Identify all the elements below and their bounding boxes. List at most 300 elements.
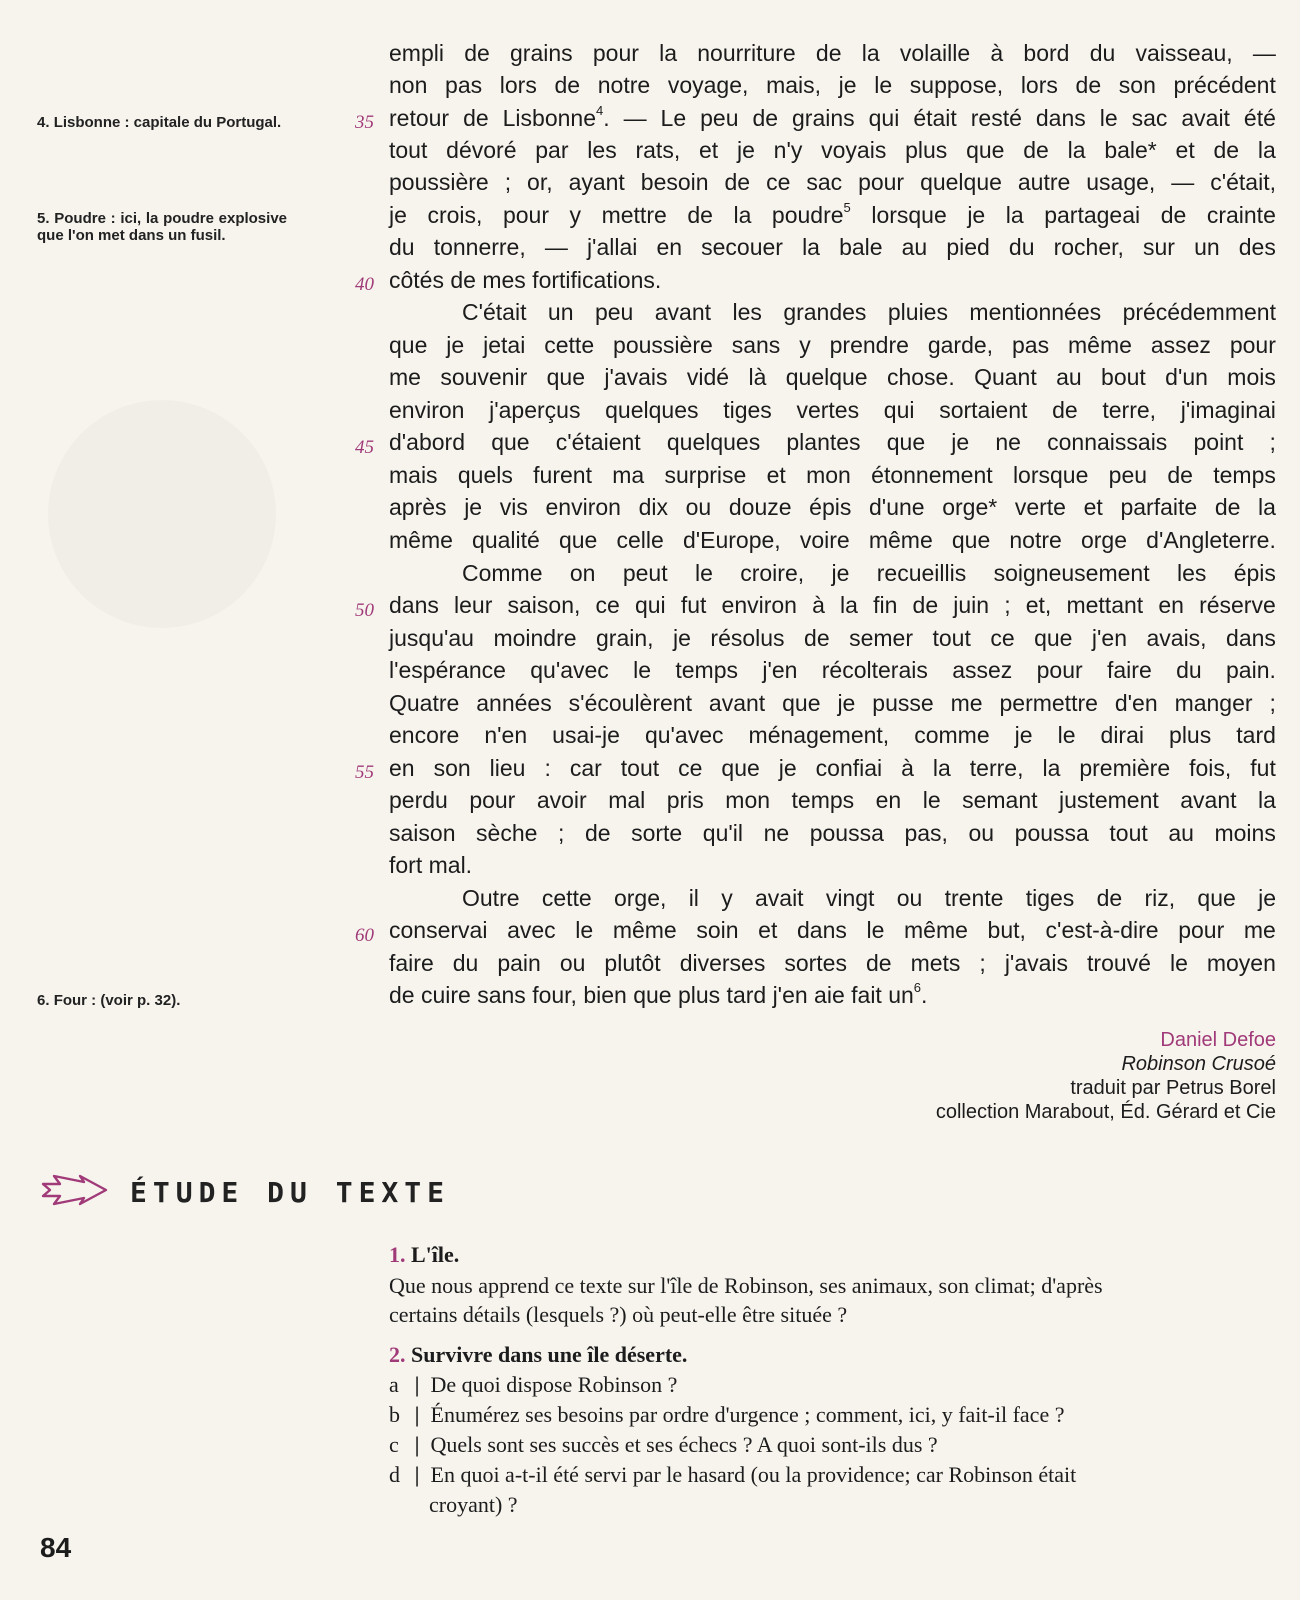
word: environ <box>545 494 621 520</box>
word: était <box>913 105 957 131</box>
word: en <box>656 234 683 260</box>
footnote-text: Poudre : ici, la poudre explosive que l'on met dans un fusil. <box>37 210 288 244</box>
word: orge <box>1080 527 1128 553</box>
word: grains <box>510 40 573 66</box>
word: quelque <box>785 364 868 390</box>
word: un <box>1194 234 1220 260</box>
word: y <box>569 202 582 228</box>
word: j'imaginai <box>1180 397 1276 423</box>
word: — <box>1171 169 1195 195</box>
word: réserve <box>1199 592 1276 618</box>
word: C'était <box>462 299 527 325</box>
question-text: certains détails (lesquels ?) où peut-elle être située ? <box>389 1302 848 1327</box>
word: récolterais <box>821 657 928 683</box>
word: mois <box>1227 364 1276 390</box>
word: qu'avec <box>644 722 724 748</box>
word: verte <box>1014 494 1066 520</box>
word: parfaite <box>1120 494 1198 520</box>
word: suppose, <box>909 72 1004 98</box>
word: la <box>1257 787 1276 813</box>
sub-question-text: En quoi a-t-il été servi par le hasard (ou la providence; car Robinson était <box>430 1462 1077 1487</box>
word: volaille <box>899 40 971 66</box>
word: orge, <box>613 885 667 911</box>
word: retour <box>389 105 450 131</box>
word: avant <box>708 690 766 716</box>
word: de <box>464 40 490 66</box>
text-line <box>462 558 1276 588</box>
word: lorsque <box>871 202 947 228</box>
text-line <box>389 232 1276 262</box>
word: la <box>1258 494 1276 520</box>
word: je <box>389 202 407 228</box>
word: usai-je <box>552 722 620 748</box>
word: sorte <box>631 820 683 846</box>
sub-question-text: Énumérez ses besoins par ordre d'urgence ; comment, ici, y fait-il face ? <box>430 1402 1065 1427</box>
word: jusqu'au <box>389 625 474 651</box>
word: de <box>1213 137 1240 163</box>
word: douze <box>728 494 792 520</box>
word: poussa <box>809 820 884 846</box>
word: ne <box>763 820 790 846</box>
word: juin <box>953 592 990 618</box>
word: la <box>1042 755 1061 781</box>
word: pusse <box>872 690 934 716</box>
word: empli <box>389 40 444 66</box>
word: de <box>815 40 842 66</box>
word: au <box>901 234 928 260</box>
word: à <box>990 40 1004 66</box>
word: environ <box>721 592 797 618</box>
word: tout <box>620 755 660 781</box>
footnote-number: 4. <box>37 114 50 131</box>
word: connaissais <box>1047 429 1168 455</box>
word: fin <box>873 592 898 618</box>
word: épis <box>809 494 852 520</box>
word: soin <box>696 917 739 943</box>
word: je <box>1014 722 1033 748</box>
word: ; <box>504 169 512 195</box>
word: sèche <box>476 820 538 846</box>
word: mentionnées <box>969 299 1102 325</box>
word: mon <box>806 462 851 488</box>
collection: collection Marabout, Éd. Gérard et Cie <box>935 1101 1276 1123</box>
word: n'y <box>773 137 803 163</box>
word: de <box>1023 137 1049 163</box>
word: avait <box>754 885 804 911</box>
word: saison <box>389 820 456 846</box>
word: notre <box>1009 527 1062 553</box>
word: années <box>476 690 552 716</box>
word: je <box>967 202 986 228</box>
text-line <box>389 395 1276 425</box>
word: j'avais <box>604 364 668 390</box>
word: au <box>1168 820 1194 846</box>
word: qui <box>868 105 900 131</box>
word: jetai <box>483 332 526 358</box>
word: surprise <box>664 462 747 488</box>
word: semer <box>849 625 913 651</box>
word: qui <box>883 397 915 423</box>
word: de <box>554 72 581 98</box>
line-number: 60 <box>355 925 374 946</box>
word: je <box>673 625 691 651</box>
question-number: 1. <box>389 1242 406 1267</box>
word: pas <box>1011 332 1050 358</box>
word: grain, <box>596 625 654 651</box>
word: la <box>1005 202 1024 228</box>
word: voyage, <box>667 72 749 98</box>
word: que <box>886 429 926 455</box>
word: rats, <box>635 137 681 163</box>
word: là <box>748 364 767 390</box>
footnote-text: Lisbonne : capitale du Portugal. <box>53 114 282 131</box>
word: sortaient <box>939 397 1028 423</box>
word: avoir <box>536 787 587 813</box>
word: j'avais <box>1004 950 1069 976</box>
text-line <box>389 818 1276 848</box>
word: fut <box>680 592 707 618</box>
word: même <box>904 917 968 943</box>
footnote-ref: 6 <box>913 980 922 996</box>
word: du <box>1089 40 1116 66</box>
word: avec <box>507 917 556 943</box>
word: du <box>1008 234 1035 260</box>
word: lorsque <box>1012 462 1089 488</box>
word: la <box>802 234 820 260</box>
word: conservai <box>389 917 488 943</box>
word: autre <box>1017 169 1071 195</box>
sub-question-letter: c <box>389 1432 399 1457</box>
word: tiges <box>1025 885 1075 911</box>
line-number: 40 <box>355 274 374 295</box>
word: sortes <box>784 950 847 976</box>
word: de <box>804 625 830 651</box>
word: environ <box>389 397 465 423</box>
word: c'est-à-dire <box>1045 917 1159 943</box>
word: ayant <box>568 169 625 195</box>
word: ménagement, <box>748 722 890 748</box>
word: la <box>1257 137 1276 163</box>
word: secouer <box>701 234 783 260</box>
word: dans <box>1035 105 1086 131</box>
word: dix <box>638 494 668 520</box>
word: Quatre <box>389 690 460 716</box>
word: la <box>840 592 858 618</box>
word: de <box>584 820 611 846</box>
word: en <box>1158 592 1184 618</box>
word: ; <box>1269 690 1276 716</box>
word: ou <box>559 950 586 976</box>
word: sac <box>806 169 843 195</box>
word: nourriture <box>697 40 796 66</box>
text-line <box>389 915 1276 945</box>
word: pour <box>1178 917 1225 943</box>
word: temps <box>1213 462 1276 488</box>
text-line: côtés de mes fortifications. <box>389 267 662 293</box>
word: tout <box>389 137 428 163</box>
page-number: 84 <box>40 1532 72 1563</box>
section-title: ÉTUDE DU TEXTE <box>130 1176 451 1209</box>
word: que <box>782 690 821 716</box>
divider: | <box>414 1402 420 1427</box>
word: moins <box>1214 820 1276 846</box>
word: on <box>569 560 596 586</box>
word: par <box>535 137 569 163</box>
word: ou <box>968 820 995 846</box>
word: dans <box>796 917 847 943</box>
word: de <box>1096 885 1123 911</box>
word: tout <box>932 625 971 651</box>
word: — <box>1252 40 1276 66</box>
word: pied <box>946 234 990 260</box>
word: riz, <box>1144 885 1176 911</box>
word: voire <box>799 527 850 553</box>
word: ou <box>685 494 712 520</box>
word: mettre <box>601 202 667 228</box>
word: dans <box>389 592 439 618</box>
word: et <box>766 462 786 488</box>
word: s'écoulèrent <box>568 690 692 716</box>
word: sac <box>1131 105 1168 131</box>
footnote-text: Four : (voir p. 32). <box>53 992 181 1009</box>
word: or, <box>527 169 553 195</box>
word: que <box>546 364 585 390</box>
sub-question <box>389 1400 1279 1430</box>
word: à <box>901 755 914 781</box>
word: plutôt <box>604 950 661 976</box>
word: du <box>389 234 415 260</box>
text-line <box>389 623 1276 653</box>
text-line <box>389 135 1276 165</box>
word: même <box>389 527 453 553</box>
word: dévoré <box>446 137 517 163</box>
word: de <box>687 202 713 228</box>
word: même <box>612 917 677 943</box>
word: pluies <box>887 299 948 325</box>
word: tonnerre, <box>433 234 526 260</box>
word: je <box>1258 885 1276 911</box>
word: je <box>951 429 970 455</box>
word: grandes <box>783 299 867 325</box>
word: au <box>1056 364 1082 390</box>
word: lors <box>1020 72 1058 98</box>
word: tiges <box>723 397 772 423</box>
word: ne <box>995 429 1021 455</box>
word: d'un <box>1165 364 1208 390</box>
footnote-ref: 5 <box>843 200 851 216</box>
word: but, <box>987 917 1026 943</box>
text-line: fort mal. <box>389 852 473 878</box>
word: l'espérance <box>389 657 506 683</box>
word: pour <box>469 787 516 813</box>
word: peu <box>594 299 634 325</box>
word: grains <box>792 105 855 131</box>
word: vidé <box>686 364 730 390</box>
footnote-ref: 4 <box>595 103 604 119</box>
word: besoin <box>640 169 709 195</box>
word: avait <box>1181 105 1230 131</box>
divider: | <box>414 1462 420 1487</box>
word: vaisseau, <box>1135 40 1233 66</box>
word: faire <box>389 950 434 976</box>
word: le <box>694 560 713 586</box>
word: que <box>558 527 598 553</box>
word: voyais <box>821 137 887 163</box>
word: qualité <box>472 527 540 553</box>
sub-question-letter: a <box>389 1372 399 1397</box>
author-name: Daniel Defoe <box>1160 1029 1276 1051</box>
word: moindre <box>493 625 577 651</box>
word: le <box>1169 950 1188 976</box>
word: dirai <box>1100 722 1144 748</box>
section-header <box>40 1172 450 1213</box>
text-line: de cuire sans four, bien que plus tard j'en aie fait $un^6$. <box>389 980 928 1008</box>
word: cette <box>541 885 592 911</box>
footnote-5 <box>37 210 287 244</box>
footnote-6 <box>37 992 287 1009</box>
word: c'étaient <box>555 429 641 455</box>
question-title: L'île. <box>411 1242 460 1267</box>
word: partageai <box>1044 202 1141 228</box>
footnote-number: 6. <box>37 992 50 1009</box>
text-segment: de cuire sans four, bien que plus tard j'en aie fait un <box>389 982 914 1008</box>
word: j'aperçus <box>489 397 581 423</box>
sub-question-continuation: croyant) ? <box>429 1492 518 1517</box>
word: comme <box>914 722 990 748</box>
text-line <box>389 785 1276 815</box>
word: je <box>736 137 755 163</box>
word: resté <box>970 105 1022 131</box>
word: avais, <box>1146 625 1207 651</box>
word: moyen <box>1206 950 1276 976</box>
word: pour <box>858 169 905 195</box>
word: de <box>1075 72 1102 98</box>
word: du <box>1176 657 1202 683</box>
text-line <box>389 492 1276 522</box>
word: avant <box>1180 787 1237 813</box>
word: — <box>544 234 568 260</box>
word: poudre$^5$ <box>771 200 851 228</box>
word: car <box>569 755 602 781</box>
word: que <box>389 332 428 358</box>
word: pris <box>666 787 704 813</box>
word: vingt <box>825 885 875 911</box>
word: bord <box>1023 40 1070 66</box>
word: la <box>659 40 678 66</box>
word: justement <box>1059 787 1159 813</box>
word: après <box>389 494 447 520</box>
line-number: 50 <box>355 600 374 621</box>
word: confiai <box>815 755 883 781</box>
word: avant <box>654 299 712 325</box>
word: vertes <box>796 397 860 423</box>
word: Lisbonne$^4$. <box>502 103 610 131</box>
word: de <box>1214 494 1241 520</box>
word: plus <box>905 137 948 163</box>
word: quels <box>457 462 513 488</box>
word: sur <box>1143 234 1175 260</box>
word: un <box>547 299 574 325</box>
word: faire <box>1107 657 1152 683</box>
word: Le <box>660 105 687 131</box>
word: crainte <box>1206 202 1276 228</box>
word: le <box>633 657 652 683</box>
word: bale <box>839 234 883 260</box>
word: mais, <box>766 72 822 98</box>
word: et <box>699 137 719 163</box>
word: le <box>575 917 594 943</box>
word: le <box>874 72 893 98</box>
text-line <box>389 720 1276 750</box>
word: Outre <box>462 885 520 911</box>
sub-question <box>389 1430 1279 1460</box>
word: d'en <box>1114 690 1158 716</box>
text-line <box>389 167 1276 197</box>
word: diverses <box>679 950 766 976</box>
word: et <box>1083 494 1103 520</box>
text-line <box>389 70 1276 100</box>
word: même <box>1068 332 1132 358</box>
word: plus <box>1169 722 1212 748</box>
word: en <box>389 755 415 781</box>
word: les <box>1176 560 1207 586</box>
word: furent <box>533 462 592 488</box>
text-line <box>389 330 1276 360</box>
divider: | <box>414 1372 420 1397</box>
word: son <box>1118 72 1156 98</box>
sub-question <box>389 1460 1279 1490</box>
word: je <box>446 332 465 358</box>
word: le <box>1057 722 1076 748</box>
word: sans <box>731 332 781 358</box>
word: cette <box>544 332 595 358</box>
word: le <box>1099 105 1118 131</box>
word: ma <box>612 462 645 488</box>
line-number: 55 <box>355 762 374 783</box>
word: mon <box>725 787 771 813</box>
word: perdu <box>389 787 448 813</box>
word: encore <box>389 722 460 748</box>
footnote-number: 5. <box>37 210 50 227</box>
word: il <box>688 885 699 911</box>
word: mal <box>608 787 646 813</box>
word: qu'il <box>702 820 743 846</box>
word: première <box>1079 755 1171 781</box>
word: d'abord <box>389 429 466 455</box>
word: crois, <box>427 202 483 228</box>
word: ; <box>557 820 565 846</box>
word: terre, <box>1102 397 1157 423</box>
word: et, <box>1025 592 1052 618</box>
word: la <box>932 755 951 781</box>
word: et <box>758 917 778 943</box>
sub-question <box>389 1370 1279 1400</box>
word: me <box>950 690 983 716</box>
word: de <box>1052 397 1078 423</box>
word: y <box>799 332 811 358</box>
word: je <box>778 755 797 781</box>
text-line <box>389 200 1276 230</box>
word: de <box>1160 202 1187 228</box>
line-number: 35 <box>355 112 374 133</box>
word: saison, <box>507 592 581 618</box>
word: tout <box>1109 820 1148 846</box>
word: j'en <box>1091 625 1128 651</box>
word: vis <box>499 494 528 520</box>
sub-question-text: Quels sont ses succès et ses échecs ? A quoi sont-ils dus ? <box>430 1432 938 1457</box>
text-line <box>389 948 1276 978</box>
word: terre, <box>969 755 1024 781</box>
